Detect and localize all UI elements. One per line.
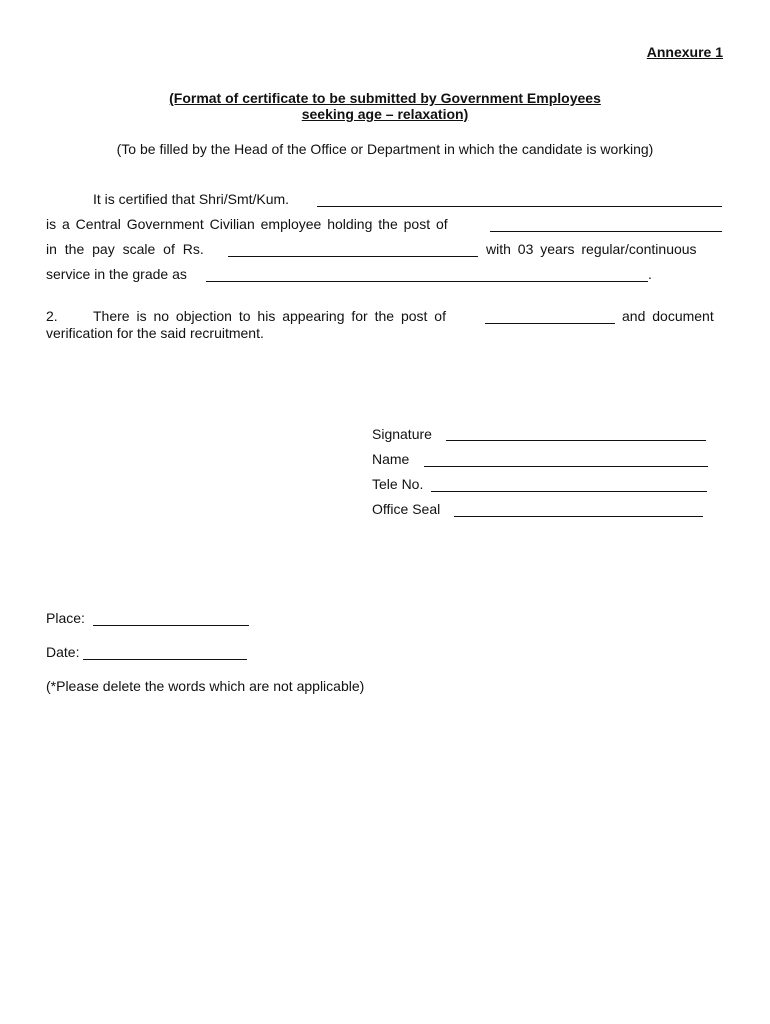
name-blank[interactable] [424, 466, 708, 467]
para1-line3-text-a: in the pay scale of Rs. [46, 241, 204, 257]
subtitle: (To be filled by the Head of the Office or Department in which the candidate is working) [116, 141, 654, 157]
signature-label: Signature [372, 426, 432, 442]
para1-line2-text: is a Central Government Civilian employee holding the post of [46, 216, 448, 232]
para1-line1-text: It is certified that Shri/Smt/Kum. [93, 191, 290, 207]
para1-line4-end: . [648, 266, 652, 282]
annexure-label: Annexure 1 [646, 44, 723, 60]
signature-blank[interactable] [446, 440, 706, 441]
para1-line3-text-b: with 03 years regular/continuous [486, 241, 697, 257]
para2-line1-text-a: There is no objection to his appearing for the post of [93, 308, 446, 324]
date-blank[interactable] [83, 659, 247, 660]
name-label: Name [372, 451, 410, 467]
para2-line1-text-b: and document [622, 308, 714, 324]
pay-scale-blank[interactable] [228, 256, 478, 257]
place-label: Place: [46, 610, 85, 626]
title-line-1: (Format of certificate to be submitted by Government Employees [169, 90, 601, 106]
employee-name-blank[interactable] [317, 206, 722, 207]
footnote: (*Please delete the words which are not applicable) [46, 678, 365, 694]
tele-label: Tele No. [372, 476, 424, 492]
office-seal-label: Office Seal [372, 501, 441, 517]
tele-blank[interactable] [431, 491, 707, 492]
post-applied-blank[interactable] [485, 323, 615, 324]
place-blank[interactable] [93, 625, 249, 626]
office-seal-blank[interactable] [454, 516, 703, 517]
para2-number: 2. [46, 308, 58, 324]
para1-line4-text: service in the grade as [46, 266, 187, 282]
para2-line2-text: verification for the said recruitment. [46, 325, 264, 341]
date-label: Date: [46, 644, 80, 660]
post-blank[interactable] [490, 231, 722, 232]
title-line-2: seeking age – relaxation) [301, 106, 469, 122]
grade-blank[interactable] [206, 281, 648, 282]
